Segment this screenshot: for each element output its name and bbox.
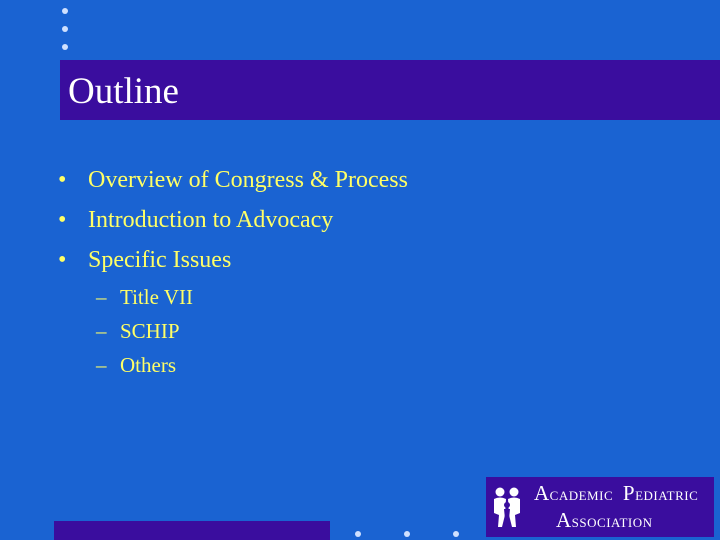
- footer-bar: [54, 521, 330, 540]
- title-bar: [60, 60, 720, 120]
- bullet-text: Introduction to Advocacy: [88, 207, 334, 233]
- sub-bullet-text: Others: [120, 353, 176, 377]
- decorative-dot: [404, 531, 410, 537]
- slide-title: Outline: [68, 71, 179, 112]
- sub-bullet-marker: –: [96, 319, 107, 343]
- logo-text: EDIATRIC: [635, 488, 699, 503]
- decorative-dot: [62, 44, 68, 50]
- bullet-marker: •: [58, 247, 67, 273]
- logo-letter: P: [622, 481, 636, 505]
- sub-bullet-marker: –: [96, 285, 107, 309]
- bullet-marker: •: [58, 207, 67, 233]
- academic-pediatric-association-logo: [486, 477, 714, 537]
- decorative-dot: [355, 531, 361, 537]
- bullet-marker: •: [58, 167, 67, 193]
- decorative-dot: [453, 531, 459, 537]
- family-figures-icon: [490, 485, 524, 529]
- sub-bullet-text: SCHIP: [120, 319, 180, 343]
- bullet-text: Overview of Congress & Process: [88, 167, 408, 193]
- sub-bullet-text: Title VII: [120, 285, 193, 309]
- logo-letter: A: [556, 508, 572, 532]
- logo-letter: A: [534, 481, 550, 505]
- decorative-dot: [62, 26, 68, 32]
- logo-text: SSOCIATION: [571, 515, 653, 530]
- sub-bullet-marker: –: [96, 353, 107, 377]
- logo-text: CADEMIC: [549, 488, 614, 503]
- bullet-text: Specific Issues: [88, 247, 232, 273]
- decorative-dot: [62, 8, 68, 14]
